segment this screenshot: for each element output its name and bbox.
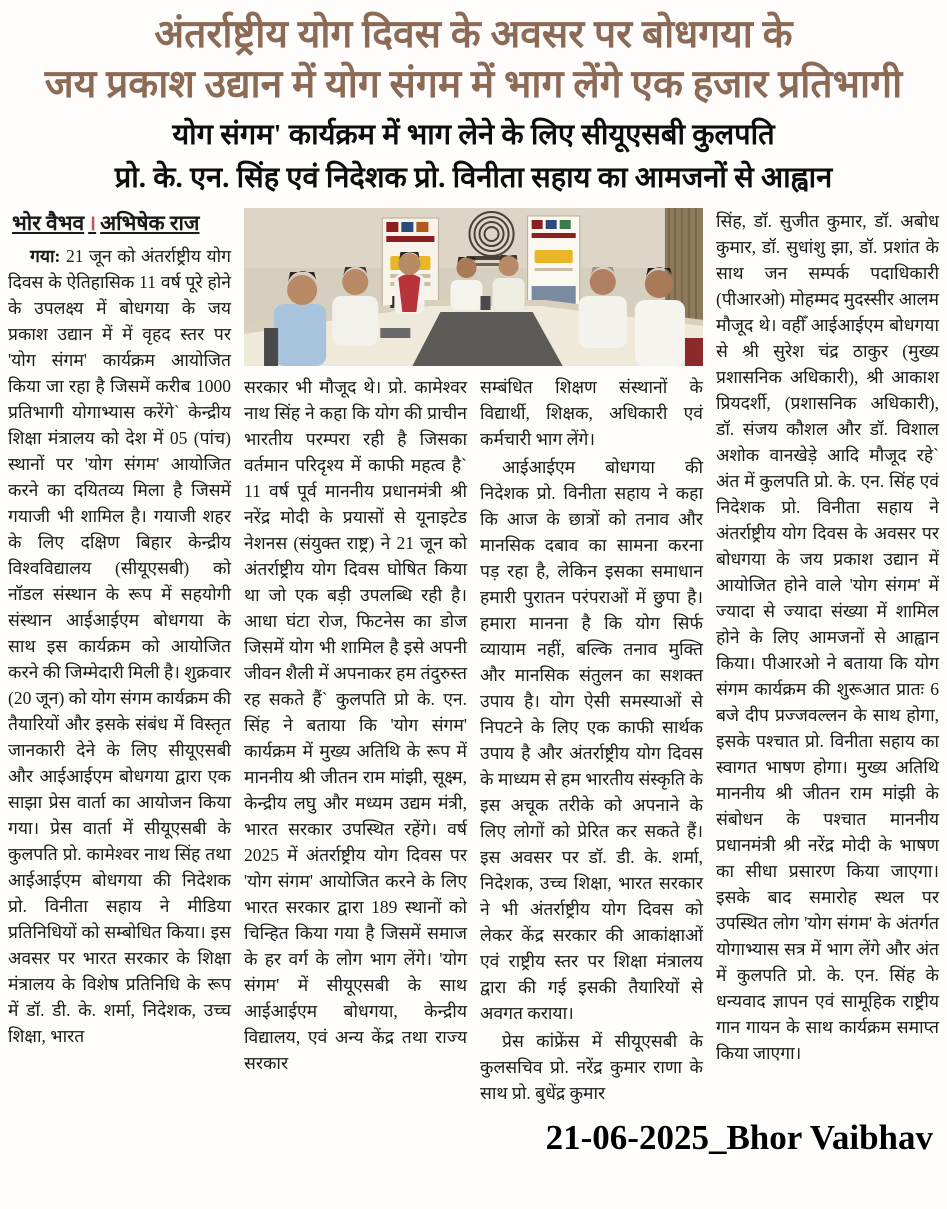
- article-column-4: [716, 208, 939, 1108]
- dateline: गया:: [30, 246, 61, 266]
- subheadline-line-2: प्रो. के. एन. सिंह एवं निदेशक प्रो. विनीता सहाय का आमजनों से आह्वान: [114, 162, 833, 194]
- paragraph: सम्बंधित शिक्षण संस्थानों के विद्यार्थी, शिक्षक, अधिकारी एवं कर्मचारी भाग लेंगे।: [480, 377, 703, 449]
- paragraph: [8, 243, 231, 1049]
- byline-separator: ।: [88, 211, 97, 235]
- byline-paper: भोर वैभव: [12, 211, 85, 235]
- person-woman: [394, 252, 424, 314]
- article-column-1: [8, 208, 231, 1108]
- paragraph-text: 21 जून को अंतर्राष्ट्रीय योग दिवस के ऐतिहासिक 11 वर्ष पूरे होने के उपलक्ष्य में बोधगया के जय प्रकाश उद्यान में में वृहद स्तर पर 'योग संगम' कार्यक्रम आयोजित किया जा रहा है जिसमें करीब 1000 प्रतिभागी योगाभ्यास करेंगे` केन्द्रीय शिक्षा मंत्रालय को देश में 05 (पांच) स्थानों पर 'योग संगम' आयोजित करने का दयितव्य मिला है जिसमें गयाजी भी शामिल है। गयाजी शहर के लिए दक्षिण बिहार केन्द्रीय विश्वविद्यालय (सीयूएसबी) को नॉडल संस्थान के रूप में सहयोगी संस्थान आईआईएम बोधगया के साथ इस कार्यक्रम को आयोजित करने की जिम्मेदारी मिली है। शुक्रवार (20 जून) को योग संगम कार्यक्रम की तैयारियों और इसके संबंध में विस्तृत जानकारी देने के लिए सीयूएसबी और आईआईएम बोधगया द्वारा एक साझा प्रेस वार्ता का आयोजन किया गया। प्रेस वार्ता में सीयूएसबी के कुलपति प्रो. कामेश्वर नाथ सिंह तथा आईआईएम बोधगया की निदेशक प्रो. विनीता सहाय ने मीडिया प्रतिनिधियों को सम्बोधित किया। इस अवसर पर भारत सरकार के शिक्षा मंत्रालय के विशेष प्रतिनिधि के रूप में डॉ. डी. के. शर्मा, निदेशक, उच्च शिक्षा, भारत: [8, 246, 231, 1046]
- paragraph: सरकार भी मौजूद थे। प्रो. कामेश्वर नाथ सिंह ने कहा कि योग की प्राचीन भारतीय परम्परा रही है जिसका वर्तमान परिदृश्य में काफी महत्व है` 11 वर्ष पूर्व माननीय प्रधानमंत्री श्री नरेंद्र मोदी के प्रयासों से यूनाइटेड नेशनस (संयुक्त राष्ट्र) ने 21 जून को अंतर्राष्ट्रीय योग दिवस घोषित किया था जो एक बड़ी उपलब्धि रही है। आधा घंटा रोज, फिटनेस का डोज जिसमें योग भी शामिल है इसे अपनी जीवन शैली में अपनाकर हम तंदुरुस्त रह सकते हैं` कुलपति प्रो के. एन. सिंह ने बताया कि 'योग संगम' कार्यक्रम में मुख्य अतिथि के रूप में माननीय श्री जीतन राम मांझी, सूक्ष्म, केन्द्रीय लघु और मध्यम उद्यम मंत्री, भारत सरकार उपस्थित रहेंगे। वर्ष 2025 में अंतर्राष्ट्रीय योग दिवस पर 'योग संगम' आयोजित करने के लिए भारत सरकार द्वारा 189 स्थानों को चिन्हित किया गया है जिसमें समाज के हर वर्ग के लोग भाग लेंगे। 'योग संगम' में सीयूएसबी के साथ आईआईएम बोधगया, केन्द्रीय विद्यालय, एवं अन्य केंद्र तथा राज्य सरकार: [244, 377, 467, 1073]
- main-headline: [8, 10, 939, 110]
- chair: [380, 328, 410, 338]
- article-column-3: [480, 374, 703, 1108]
- paragraph: आईआईएम बोधगया की निदेशक प्रो. विनीता सहाय ने कहा कि आज के छात्रों को तनाव और मानसिक दबाव का सामना करना पड़ रहा है, लेकिन इसका समाधान हमारी पुरातन परंपराओं में छुपा है। हमारा मानना है कि योग सिर्फ व्यायाम नहीं, बल्कि तनाव मुक्ति और मानसिक संतुलन का सशक्त उपाय है। योग ऐसी समस्याओं से निपटने के लिए एक काफी सार्थक उपाय है और अंतर्राष्ट्रीय योग दिवस के माध्यम से हम भारतीय संस्कृति के इस अचूक तरीके को अपनाने के लिए लोगों को प्रेरित कर सकते हैं। इस अवसर पर डॉ. डी. के. शर्मा, निदेशक, उच्च शिक्षा, भारत सरकार ने भी अंतर्राष्ट्रीय योग दिवस को लेकर केंद्र सरकार की आकांक्षाओं एवं राष्ट्रीय स्तर पर शिक्षा मंत्रालय द्वारा की गई इसकी तैयारियों से अवगत कराया।: [480, 457, 703, 1023]
- clipping-date-source: 21-06-2025_Bhor Vaibhav: [545, 1118, 933, 1157]
- photo-illustration: [244, 208, 703, 366]
- paragraph: सिंह, डॉ. सुजीत कुमार, डॉ. अबोध कुमार, डॉ. सुधांशु झा, डॉ. प्रशांत के साथ जन सम्पर्क पदाधिकारी (पीआरओ) मोहम्मद मुदस्सीर आलम मौजूद थे। वहीँ आईआईएम बोधगया से श्री सुरेश चंद्र ठाकुर (मुख्य प्रशासनिक अधिकारी), श्री आकाश प्रियदर्शी, (प्रशासनिक अधिकारी), डॉ. संजय कौशल और डॉ. विशाल अशोक वानखेड़े आदि मौजूद रहे` अंत में कुलपति प्रो. के. एन. सिंह एवं निदेशक प्रो. विनीता सहाय ने अंतर्राष्ट्रीय योग दिवस के अवसर पर बोधगया के जय प्रकाश उद्यान में आयोजित होने वाले 'योग संगम' में ज्यादा से ज्यादा संख्या में शामिल होने के लिए आमजनों से आह्वान किया। पीआरओ ने बताया कि योग संगम कार्यक्रम की शुरूआत प्रातः 6 बजे दीप प्रज्जवल्लन के साथ होगा, इसके पश्चात प्रो. विनीता सहाय का स्वागत भाषण होगा। मुख्य अतिथि माननीय श्री जीतन राम मांझी के संबोधन के पश्चात माननीय प्रधानमंत्री श्री नरेंद्र मोदी के भाषण का सीधा प्रसारण किया जाएगा। इसके बाद समारोह स्थल पर उपस्थित लोग 'योग संगम' के अंतर्गत योगाभ्यास सत्र में भाग लेंगे और अंत में कुलपति प्रो. के. एन. सिंह के धन्यवाद ज्ञापन एवं सामूहिक राष्ट्रीय गान गायन के साथ कार्यक्रम समाप्त किया जाएगा।: [716, 211, 939, 1063]
- byline-reporter: अभिषेक राज: [100, 211, 200, 235]
- byline: [8, 208, 231, 238]
- chair: [481, 296, 491, 310]
- article-body: [8, 208, 939, 1108]
- headline-line-1: अंतर्राष्ट्रीय योग दिवस के अवसर पर बोधगया के: [154, 13, 793, 56]
- headline-line-2: जय प्रकाश उद्यान में योग संगम में भाग लेंगे एक हजार प्रतिभागी: [44, 63, 903, 106]
- chair: [264, 328, 278, 366]
- subheadline-line-1: योग संगम' कार्यक्रम में भाग लेने के लिए सीयूएसबी कुलपति: [172, 119, 775, 151]
- press-conference-photo: [244, 208, 703, 366]
- chair: [685, 338, 703, 366]
- sub-headline: [8, 114, 939, 200]
- article-column-2: [244, 374, 467, 1108]
- paragraph: प्रेस कांफ्रेंस में सीयूएसबी के कुलसचिव प्रो. नरेंद्र कुमार राणा के साथ प्रो. बुधेंद्र कुमार: [480, 1031, 703, 1103]
